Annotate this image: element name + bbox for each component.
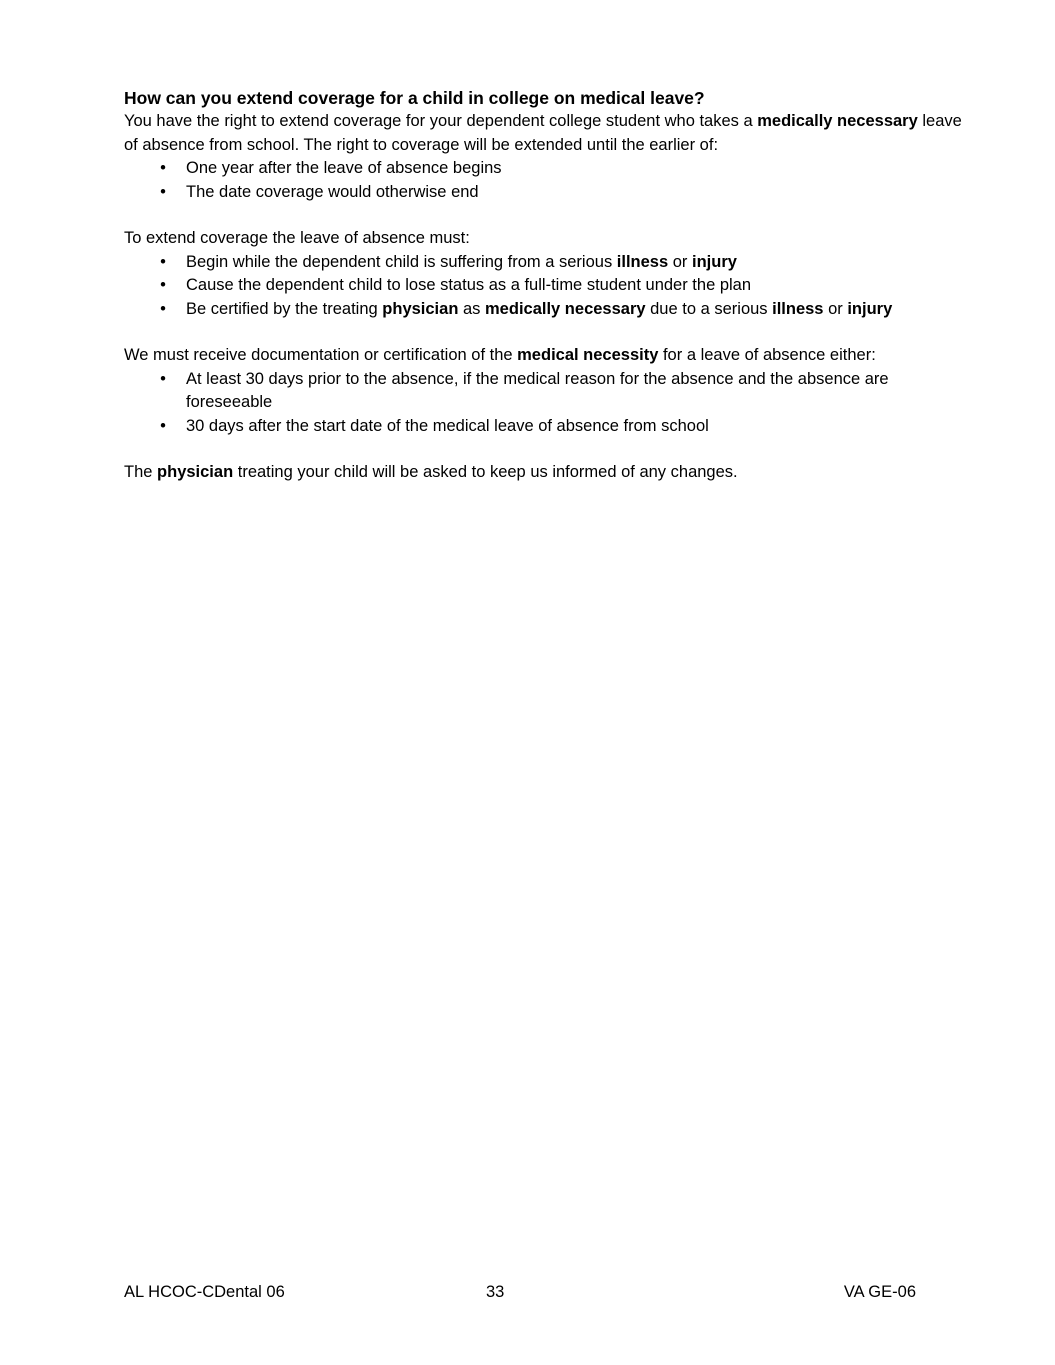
bullet-icon: • — [160, 182, 166, 201]
intro-paragraph — [124, 110, 964, 157]
bullet-icon: • — [160, 252, 166, 271]
page-number: 33 — [486, 1283, 505, 1301]
footer-document-code: AL HCOC-CDental 06 — [124, 1283, 285, 1301]
list-item: • One year after the leave of absence begins — [124, 157, 964, 181]
closing-paragraph: The physician treating your child will be asked to keep us informed of any changes. — [124, 463, 738, 481]
list-item: • 30 days after the start date of the medical leave of absence from school — [124, 415, 964, 439]
list-item: • Begin while the dependent child is suffering from a serious illness or injury — [124, 251, 964, 275]
bullet-icon: • — [160, 416, 166, 435]
intro-text-1: You have the right to extend coverage for your dependent college student who takes a — [124, 112, 758, 130]
list-item: • Be certified by the treating physician as medically necessary due to a serious illness or injury — [124, 298, 964, 322]
page-footer — [124, 1280, 916, 1304]
documentation-intro: We must receive documentation or certification of the medical necessity for a leave of absence either: — [124, 346, 876, 364]
bullet-icon: • — [160, 159, 166, 177]
footer-form-code: VA GE-06 — [843, 1283, 916, 1301]
bullet-icon: • — [160, 299, 166, 318]
spacer — [124, 438, 964, 461]
coverage-end-list — [124, 157, 964, 204]
spacer — [124, 204, 964, 227]
bullet-icon: • — [160, 369, 166, 388]
leave-requirements-list — [124, 251, 964, 322]
list-item: • Cause the dependent child to lose status as a full-time student under the plan — [124, 274, 964, 298]
extend-intro: To extend coverage the leave of absence must: — [124, 229, 470, 247]
list-item: • The date coverage would otherwise end — [124, 181, 964, 205]
intro-bold-medically-necessary: medically necessary — [757, 112, 918, 130]
spacer — [124, 321, 964, 344]
section-heading: How can you extend coverage for a child in college on medical leave? — [124, 88, 705, 108]
document-body — [124, 86, 964, 485]
documentation-timing-list — [124, 368, 964, 439]
list-item: • At least 30 days prior to the absence, if the medical reason for the absence and the absence are foreseeable — [124, 368, 964, 415]
intro-text-2: leave of absence from school. The right to coverage will be extended until the earlier of: — [124, 112, 962, 154]
bullet-icon: • — [160, 276, 166, 294]
